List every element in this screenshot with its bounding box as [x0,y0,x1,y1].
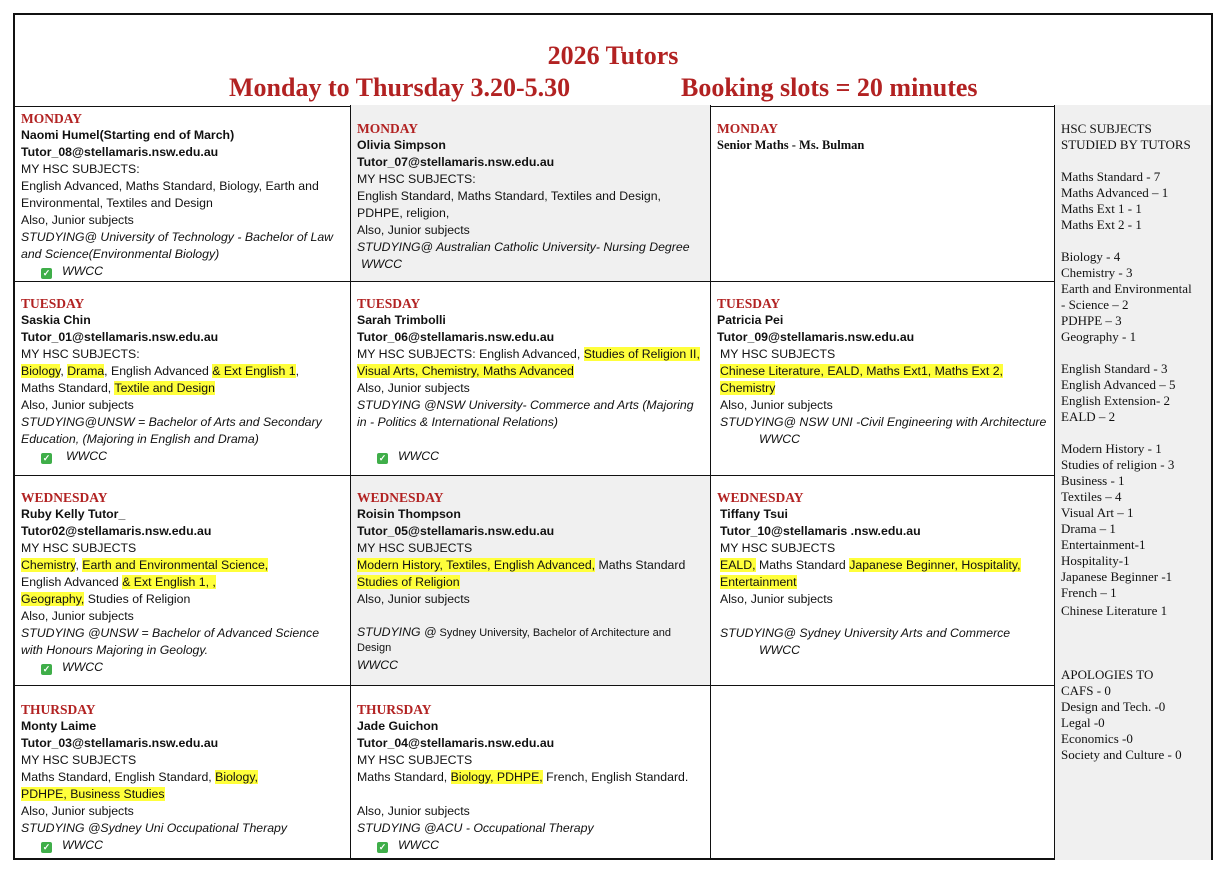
tutor-name: Roisin Thompson [357,507,461,521]
subject-highlight: Chemistry [21,558,76,572]
tutor-email[interactable]: Tutor_08@stellamaris.nsw.edu.au [21,145,219,159]
tutor-cell-monty [15,686,351,860]
wwcc-row [21,263,344,280]
subject-highlight: & Ext English 1, , [122,575,216,589]
wwcc-label: WWCC [759,432,800,446]
day-label: TUESDAY [21,296,85,311]
tutor-email[interactable]: Tutor_10@stellamaris .nsw.edu.au [720,524,921,538]
wwcc-row [357,448,704,465]
check-box-icon: ✓ [378,453,387,463]
junior-subjects: Also, Junior subjects [21,804,134,818]
studying-info: STUDYING @Sydney Uni Occupational Therapy [21,821,288,835]
check-box-icon: ✓ [42,453,51,463]
tutor-name: Saskia Chin [21,313,91,327]
day-label: THURSDAY [21,702,96,717]
subjects-list: English Standard, Maths Standard, Textiles and Design, PDHPE, religion, [357,189,661,220]
wwcc-label: WWCC [759,643,800,657]
sidebar-heading: STUDIED BY TUTORS [1061,137,1191,152]
tutor-email[interactable]: Tutor_05@stellamaris.nsw.edu.au [357,524,555,538]
wwcc-label: WWCC [62,660,103,674]
junior-subjects: Also, Junior subjects [357,381,470,395]
maths-group [1061,169,1211,233]
wwcc-row [357,837,704,854]
studying-info: STUDYING @ACU - Occupational Therapy [357,821,594,835]
tutor-cell-sarah [351,282,711,476]
subject-count: Maths Ext 1 - 1 [1061,201,1142,216]
apologies-heading: APOLOGIES TO [1061,667,1154,682]
subject-text: French, English Standard. [542,770,689,784]
junior-subjects: Also, Junior subjects [21,213,134,227]
subjects-label: MY HSC SUBJECTS [720,347,836,361]
subject-count: Society and Culture - 0 [1061,747,1182,762]
tutor-cell-olivia [351,105,711,282]
subject-text: Maths Standard [595,558,686,572]
subjects-list-cont [357,574,704,591]
subject-text: MY HSC SUBJECTS: English Advanced, [357,347,584,361]
subject-text: Maths Standard, English Standard, [21,770,216,784]
subject-highlight: Biology, PDHPE, [450,770,543,784]
junior-subjects: Also, Junior subjects [720,398,833,412]
subjects-list [357,557,704,574]
subject-text: English Advanced [21,575,123,589]
subjects-list [717,557,1048,591]
subjects-list-cont [21,591,344,608]
other-subjects-group [1061,441,1211,619]
studying-info: STUDYING @NSW University- Commerce and Arts (Majoring in - Politics & International Relations) [357,398,694,429]
wwcc-label: WWCC [62,264,103,278]
subjects-list [717,363,1048,397]
day-label: WEDNESDAY [717,490,804,505]
subject-count: Studies of religion - 3 [1061,457,1175,472]
subject-count: English Standard - 3 [1061,361,1168,376]
check-box-icon: ✓ [42,842,51,852]
subject-count: Modern History - 1 [1061,441,1162,456]
studying-info: STUDYING @UNSW = Bachelor of Advanced Science with Honours Majoring in Geology. [21,626,320,657]
junior-subjects: Also, Junior subjects [21,609,134,623]
tutor-name: Naomi Humel(Starting end of March) [21,128,235,142]
junior-subjects: Also, Junior subjects [357,804,470,818]
studying-info: STUDYING@ Australian Catholic University- Nursing Degree [357,240,690,254]
subject-highlight: Studies of Religion [357,575,460,589]
subject-count: CAFS - 0 [1061,683,1111,698]
tutor-cell-ruby [15,476,351,686]
tutor-name: Monty Laime [21,719,97,733]
day-label: MONDAY [717,121,779,136]
day-label: MONDAY [21,111,83,126]
science-group [1061,249,1211,345]
subjects-list: Chemistry, Earth and Environmental Science, [21,558,269,572]
check-box-icon: ✓ [42,268,51,278]
junior-subjects: Also, Junior subjects [720,592,833,606]
studying-info: STUDYING@ NSW UNI -Civil Engineering with Architecture [720,415,1047,429]
check-box-icon: ✓ [378,842,387,852]
studying-info: STUDYING@ Sydney University Arts and Commerce [720,626,1011,640]
subject-count: English Advanced – 5 [1061,377,1176,392]
subject-count: Visual Art – 1 [1061,505,1134,520]
apologies-group [1061,667,1211,763]
studying-prefix: STUDYING @ [357,625,437,639]
day-label: TUESDAY [357,296,421,311]
tutor-cell-naomi [15,105,351,282]
wwcc-row [21,448,344,465]
subject-count: Hospitality-1 [1061,553,1130,568]
tutor-email[interactable]: Tutor_04@stellamaris.nsw.edu.au [357,736,555,750]
subject-count: Earth and Environmental [1061,281,1192,296]
subject-count: Biology - 4 [1061,249,1121,264]
tutor-email[interactable]: Tutor_09@stellamaris.nsw.edu.au [717,330,915,344]
subject-highlight: Biology, [215,770,258,784]
subjects-summary-sidebar [1055,105,1211,860]
wwcc-row [21,837,344,854]
subjects-label: MY HSC SUBJECTS [357,541,473,555]
studying-info: STUDYING@ University of Technology - Bachelor of Law and Science(Environmental Biology) [21,230,334,261]
subjects-list-cont [21,380,344,397]
subject-count: Maths Ext 2 - 1 [1061,217,1142,232]
subjects-list-cont [21,574,344,591]
check-box-icon: ✓ [42,664,51,674]
subjects-label: MY HSC SUBJECTS [357,753,473,767]
tutor-cell-saskia [15,282,351,476]
page-header [15,15,1211,107]
subject-count: Maths Standard - 7 [1061,169,1161,184]
junior-subjects: Also, Junior subjects [21,398,134,412]
studying-text: Sydney University, Bachelor of Architecture and Design [357,627,672,654]
tutor-cell-bulman [711,105,1055,282]
english-group [1061,361,1211,425]
subject-text: Maths Standard, [357,770,451,784]
junior-subjects: Also, Junior subjects [357,592,470,606]
subject-highlight: Modern History, Textiles, English Advanced, [357,558,596,572]
tutor-cell-tiffany [711,476,1055,686]
tutor-name: Jade Guichon [357,719,439,733]
subject-count: Design and Tech. -0 [1061,699,1166,714]
wwcc-label: WWCC [361,257,402,271]
tutor-name: Olivia Simpson [357,138,446,152]
subjects-label: MY HSC SUBJECTS: [357,172,476,186]
subject-highlight: Drama [67,364,105,378]
tutor-email[interactable]: Tutor_06@stellamaris.nsw.edu.au [357,330,555,344]
tutor-timetable [13,13,1213,860]
subjects-list: English Advanced, Maths Standard, Biology, Earth and Environmental, Textiles and Design [21,179,319,210]
tutor-name: Patricia Pei [717,313,784,327]
subject-count: Economics -0 [1061,731,1133,746]
tutor-email[interactable]: Tutor_07@stellamaris.nsw.edu.au [357,155,555,169]
subject-count: Entertainment-1 [1061,537,1146,552]
tutor-email[interactable]: Tutor_03@stellamaris.nsw.edu.au [21,736,219,750]
day-label: THURSDAY [357,702,432,717]
subjects-label: MY HSC SUBJECTS [720,541,836,555]
subject-count: English Extension- 2 [1061,393,1171,408]
junior-subjects: Also, Junior subjects [357,223,470,237]
sidebar-heading: HSC SUBJECTS [1061,121,1152,136]
tutor-name: Tiffany Tsui [720,507,788,521]
wwcc-label: WWCC [62,838,103,852]
tutor-name: Ruby Kelly Tutor_ [21,507,126,521]
subject-highlight: Biology [21,364,61,378]
tutor-cell-patricia [711,282,1055,476]
subject-count: EALD – 2 [1061,409,1116,424]
subject-count: Business - 1 [1061,473,1125,488]
subjects-list: Biology, Drama, English Advanced & Ext English 1, [21,364,300,378]
day-label: WEDNESDAY [357,490,444,505]
page-title: 2026 Tutors [547,41,679,70]
subject-count: Chinese Literature 1 [1061,603,1168,618]
empty-cell [711,686,1055,860]
subject-highlight: Japanese Beginner, Hospitality, Entertainment [720,558,1021,589]
subject-text: Maths Standard [755,558,850,572]
day-label: TUESDAY [717,296,781,311]
wwcc-label: WWCC [66,449,107,463]
subject-count: Geography - 1 [1061,329,1137,344]
subject-text: Studies of Religion [84,592,191,606]
subject-text: Maths Standard, [21,381,115,395]
subject-highlight: Earth and Environmental Science, [82,558,269,572]
subjects-list [21,769,344,786]
subjects-label: MY HSC SUBJECTS [21,541,137,555]
subjects-label: MY HSC SUBJECTS: [21,347,140,361]
tutor-name: Sarah Trimbolli [357,313,446,327]
subject-count: - Science – 2 [1061,297,1129,312]
studying-info [357,625,704,655]
subjects-list [357,346,704,380]
subject-text: English Advanced [111,364,213,378]
subject-count: PDHPE – 3 [1061,313,1122,328]
subject-highlight: PDHPE, Business Studies [21,787,165,801]
senior-maths-tutor: Senior Maths - Ms. Bulman [717,138,865,152]
subject-count: French – 1 [1061,585,1117,600]
tutor-grid [15,105,1055,860]
wwcc-row [21,659,344,676]
subject-count: Drama – 1 [1061,521,1116,536]
subject-highlight: Chinese Literature, EALD, Maths Ext1, Maths Ext 2, Chemistry [720,364,1003,395]
subject-count: Chemistry - 3 [1061,265,1133,280]
wwcc-label: WWCC [398,449,439,463]
tutor-cell-roisin [351,476,711,686]
tutor-email[interactable]: Tutor_01@stellamaris.nsw.edu.au [21,330,219,344]
subject-count: Japanese Beginner -1 [1061,569,1173,584]
subjects-list-cont [21,786,344,803]
wwcc-label: WWCC [398,838,439,852]
subjects-list [357,769,704,786]
subject-highlight: Textile and Design [114,381,215,395]
studying-info: STUDYING@UNSW = Bachelor of Arts and Secondary Education, (Majoring in English and Drama) [21,415,322,446]
subjects-label: MY HSC SUBJECTS [21,753,137,767]
subject-highlight: EALD, [720,558,756,572]
subject-count: Maths Advanced – 1 [1061,185,1169,200]
subjects-label: MY HSC SUBJECTS: [21,162,140,176]
subject-highlight: & Ext English 1 [212,364,296,378]
subject-highlight: Geography, [21,592,85,606]
day-label: MONDAY [357,121,419,136]
subject-count: Legal -0 [1061,715,1105,730]
tutor-cell-jade [351,686,711,860]
tutor-email[interactable]: Tutor02@stellamaris.nsw.edu.au [21,524,212,538]
subject-count: Textiles – 4 [1061,489,1122,504]
session-hours: Monday to Thursday 3.20-5.30 [229,73,571,102]
wwcc-label: WWCC [357,658,398,672]
booking-slot-info: Booking slots = 20 minutes [681,73,978,102]
day-label: WEDNESDAY [21,490,108,505]
subject-highlight: Studies of Religion II, Visual Arts, Chemistry, Maths Advanced [357,347,700,378]
